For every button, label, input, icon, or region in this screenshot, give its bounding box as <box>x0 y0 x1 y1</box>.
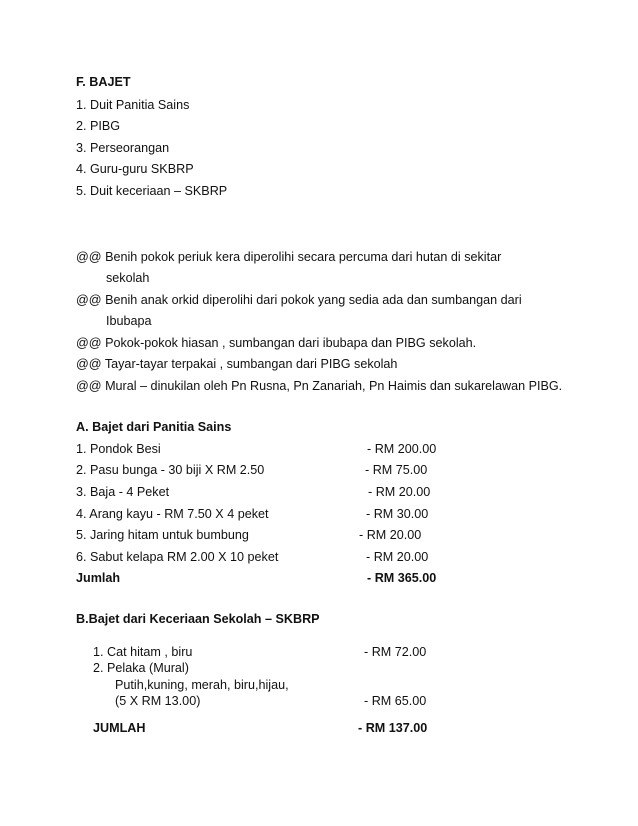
section-a-total-amount: - RM 365.00 <box>367 571 437 585</box>
budget-item-detail: Putih,kuning, merah, biru,hijau, <box>115 678 289 692</box>
section-a-total-label: Jumlah <box>76 571 121 585</box>
budget-item: 1. Pondok Besi <box>76 442 161 456</box>
section-b-total-label: JUMLAH <box>93 721 146 735</box>
section-b-heading: B.Bajet dari Keceriaan Sekolah – SKBRP <box>76 612 320 626</box>
funding-item: 5. Duit keceriaan – SKBRP <box>76 184 228 198</box>
note-line: @@ Benih anak orkid diperolihi dari pokok yang sedia ada dan sumbangan dari <box>76 293 522 307</box>
funding-item: 4. Guru-guru SKBRP <box>76 162 194 176</box>
note-line: @@ Tayar-tayar terpakai , sumbangan dari PIBG sekolah <box>76 357 398 371</box>
budget-amount: - RM 75.00 <box>365 463 428 477</box>
budget-item: 5. Jaring hitam untuk bumbung <box>76 528 249 542</box>
budget-item-detail: (5 X RM 13.00) <box>115 694 201 708</box>
section-f-heading: F. BAJET <box>76 75 131 89</box>
budget-amount: - RM 20.00 <box>368 485 431 499</box>
funding-item: 1. Duit Panitia Sains <box>76 98 190 112</box>
budget-item: 2. Pelaka (Mural) <box>93 661 189 675</box>
funding-item: 2. PIBG <box>76 119 121 133</box>
note-line: @@ Mural – dinukilan oleh Pn Rusna, Pn Zanariah, Pn Haimis dan sukarelawan PIBG. <box>76 379 563 393</box>
budget-item: 4. Arang kayu - RM 7.50 X 4 peket <box>76 507 269 521</box>
section-b-total-amount: - RM 137.00 <box>358 721 428 735</box>
budget-amount: - RM 200.00 <box>367 442 437 456</box>
budget-amount: - RM 20.00 <box>366 550 429 564</box>
note-line-continued: sekolah <box>106 271 150 285</box>
section-a-heading: A. Bajet dari Panitia Sains <box>76 420 232 434</box>
note-line: @@ Benih pokok periuk kera diperolihi secara percuma dari hutan di sekitar <box>76 250 502 264</box>
note-line: @@ Pokok-pokok hiasan , sumbangan dari ibubapa dan PIBG sekolah. <box>76 336 477 350</box>
budget-amount: - RM 72.00 <box>364 645 427 659</box>
budget-item: 6. Sabut kelapa RM 2.00 X 10 peket <box>76 550 279 564</box>
funding-item: 3. Perseorangan <box>76 141 170 155</box>
budget-amount: - RM 30.00 <box>366 507 429 521</box>
note-line-continued: Ibubapa <box>106 314 152 328</box>
budget-item: 2. Pasu bunga - 30 biji X RM 2.50 <box>76 463 265 477</box>
budget-amount: - RM 20.00 <box>359 528 422 542</box>
budget-item: 3. Baja - 4 Peket <box>76 485 170 499</box>
budget-amount: - RM 65.00 <box>364 694 427 708</box>
budget-item: 1. Cat hitam , biru <box>93 645 193 659</box>
